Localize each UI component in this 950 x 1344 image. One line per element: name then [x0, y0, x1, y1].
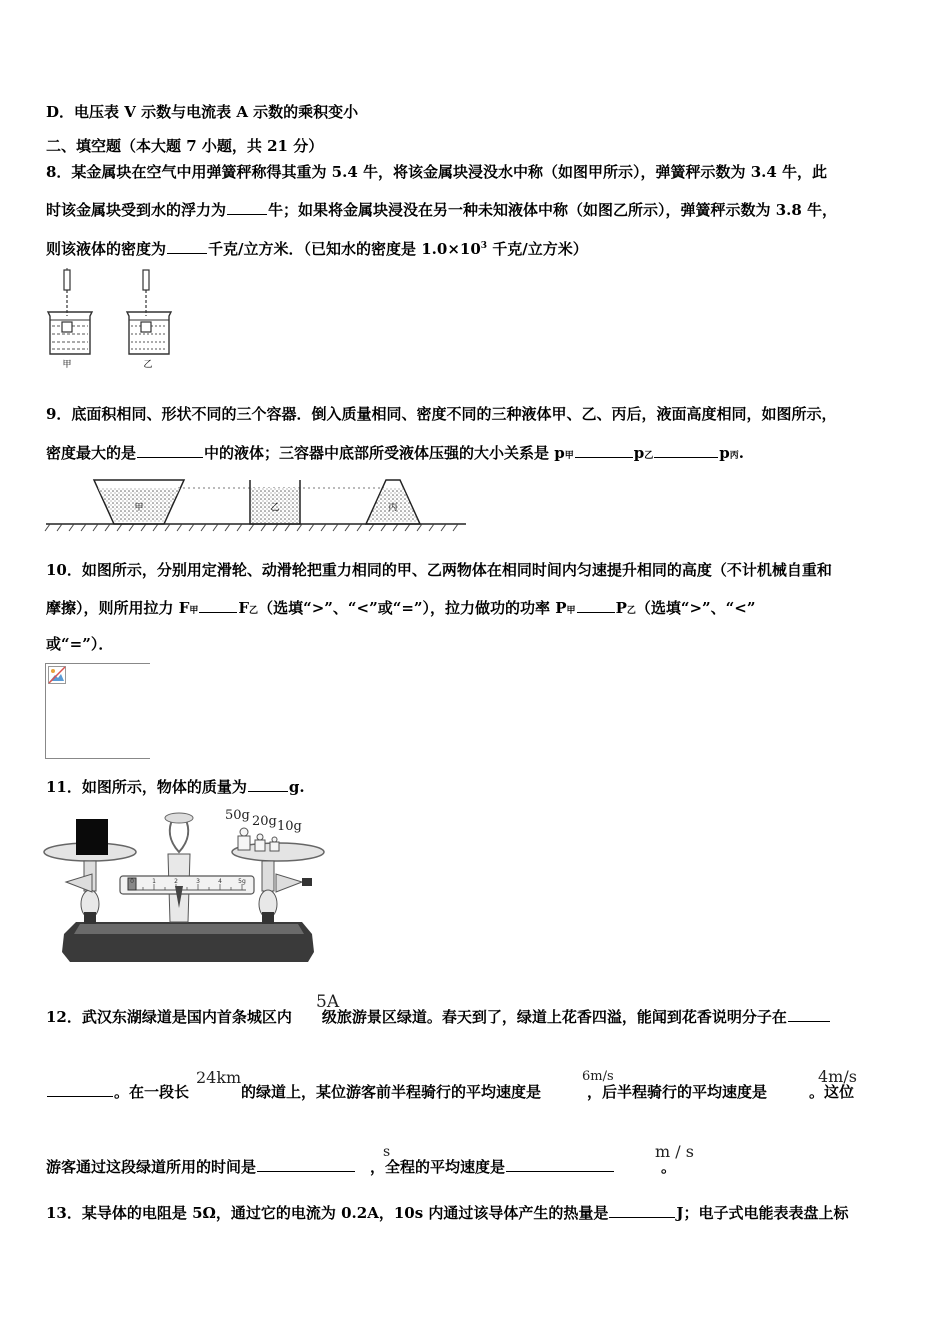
q9-label-yi: 乙: [270, 503, 280, 513]
q9-line2: [46, 442, 744, 466]
q13-blank-heat[interactable]: [609, 1202, 675, 1218]
q11-weight-50g: 50g: [225, 808, 250, 823]
q11-scale-2: 2: [174, 878, 178, 885]
q12-text-e: ，后半程骑行的平均速度是: [587, 1083, 768, 1101]
q11-balance-figure: [40, 804, 330, 974]
q12-text-d: 的绿道上，某位游客前半程骑行的平均速度是: [241, 1083, 542, 1101]
q11-scale-4: 4: [218, 878, 222, 885]
q12-math-6ms: 6m/s: [582, 1069, 614, 1084]
q10-sub-jia: 甲: [189, 606, 199, 616]
q12-blank-avg-speed[interactable]: [506, 1156, 614, 1172]
q12-text-g: 游客通过这段绿道所用的时间是: [46, 1158, 257, 1176]
q9-blank-relation2[interactable]: [654, 442, 718, 458]
option-d: D．电压表 V 示数与电流表 A 示数的乘积变小: [46, 103, 359, 121]
q9-label-bing: 丙: [388, 503, 398, 513]
q8-exponent: 3: [480, 241, 488, 251]
q8-line1: 8．某金属块在空气中用弹簧秤称得其重为 5.4 牛，将该金属块浸没水中称（如图甲所示），弹簧秤示数为 3.4 牛，此: [46, 163, 828, 181]
q12-line2: [46, 1081, 854, 1102]
q8-text-d: 千克/立方米．（已知水的密度是 1.0×10: [208, 240, 481, 258]
q10-text-d: P: [615, 599, 627, 617]
q11-scale-1: 1: [152, 878, 156, 885]
q10-line2: [46, 597, 756, 621]
q9-line1: 9．底面积相同、形状不同的三个容器．倒入质量相同、密度不同的三种液体甲、乙、丙后，液面高度相同，如图所示，: [46, 405, 837, 423]
q9-sub-jia: 甲: [564, 451, 574, 461]
q12-math-5a: 5A: [316, 992, 340, 1012]
q8-line3: [46, 236, 588, 259]
q8-line2: [46, 199, 837, 220]
q12-text-c: 。在一段长: [114, 1083, 190, 1101]
q8-figure: [40, 268, 180, 373]
q11-text-a: 11．如图所示，物体的质量为: [46, 778, 247, 796]
q11-beam-scale: [120, 876, 254, 894]
q12-blank-molecules[interactable]: [788, 1006, 830, 1022]
q8-beaker-jia: [48, 268, 92, 370]
q12-text-h: ，全程的平均速度是: [370, 1158, 506, 1176]
q10-text-a: 摩擦），则所用拉力 F: [46, 599, 190, 617]
q12-text-i: 。: [661, 1158, 677, 1176]
q12-text-f: 。这位: [809, 1083, 855, 1101]
q12-math-24km: 24km: [196, 1068, 242, 1087]
q12-blank-molecules-cont[interactable]: [47, 1081, 113, 1097]
q10-text-e: （选填“>”、“<”: [635, 599, 756, 617]
q13-line1: [46, 1202, 849, 1223]
broken-image-icon: [48, 666, 66, 684]
q10-blank-power[interactable]: [577, 597, 615, 613]
q9-sub-bing: 丙: [729, 451, 739, 461]
q11-line: [46, 776, 305, 797]
q8-blank-density[interactable]: [167, 238, 207, 254]
q12-text-a: 12．武汉东湖绿道是国内首条城区内: [46, 1008, 292, 1026]
q13-text-b: J；电子式电能表表盘上标: [676, 1204, 849, 1222]
q9-p2: p: [633, 444, 645, 462]
q11-scale-0: 0: [130, 878, 134, 885]
q9-blank-relation1[interactable]: [575, 442, 633, 458]
q10-line3: 或“=”）．: [46, 635, 114, 653]
q8-beaker-yi: [127, 270, 171, 370]
q9-p3: p: [719, 444, 730, 462]
q11-blank-mass[interactable]: [248, 776, 288, 792]
q12-line3: [46, 1156, 676, 1177]
q11-text-b: g.: [288, 778, 305, 796]
q8-text-e: 千克/立方米）: [487, 240, 588, 258]
q10-blank-force[interactable]: [199, 597, 237, 613]
q10-line1: 10．如图所示，分别用定滑轮、动滑轮把重力相同的甲、乙两物体在相同时间内匀速提升相同的高度（不计机械自重和: [46, 561, 832, 579]
q8-label-yi: 乙: [143, 360, 153, 370]
section-header: 二、填空题（本大题 7 小题，共 21 分）: [46, 137, 324, 155]
q9-figure: [44, 474, 469, 532]
q12-line1: [46, 1006, 831, 1027]
q12-text-b: 级旅游景区绿道。春天到了，绿道上花香四溢，能闻到花香说明分子在: [321, 1008, 787, 1026]
q11-weight-10g: 10g: [277, 819, 302, 834]
q12-math-4ms: 4m/s: [818, 1067, 857, 1086]
q10-image-placeholder: [45, 663, 150, 759]
q9-blank-densest[interactable]: [137, 442, 203, 458]
q12-blank-time[interactable]: [257, 1156, 355, 1172]
q13-text-a: 13．某导体的电阻是 5Ω，通过它的电流为 0.2A，10s 内通过该导体产生的热量是: [46, 1204, 609, 1222]
q9-label-jia: 甲: [134, 503, 144, 513]
q8-blank-buoyancy[interactable]: [227, 199, 267, 215]
q11-weight-20g: 20g: [252, 814, 277, 829]
q10-text-c: （选填“>”、“<”或“=”），拉力做功的功率 P: [258, 599, 567, 617]
q10-sub-yi: 乙: [249, 606, 259, 616]
q9-text-b: 中的液体；三容器中底部所受液体压强的大小关系是 p: [204, 444, 565, 462]
q10-sub-yi2: 乙: [626, 606, 636, 616]
q10-sub-jia2: 甲: [566, 606, 576, 616]
q8-text-b: 牛；如果将金属块浸没在另一种未知液体中称（如图乙所示），弹簧秤示数为 3.8 牛，: [268, 201, 838, 219]
q8-label-jia: 甲: [62, 360, 72, 370]
q11-object: [76, 819, 108, 855]
q12-math-ms: m / s: [655, 1142, 694, 1161]
q8-text-c: 则该液体的密度为: [46, 240, 167, 258]
q11-scale-3: 3: [196, 878, 200, 885]
q11-scale-5g: 5g: [238, 878, 246, 885]
q9-end: .: [738, 444, 745, 462]
q12-math-s: s: [383, 1144, 391, 1160]
q8-text-a: 时该金属块受到水的浮力为: [46, 201, 227, 219]
q10-text-b: F: [238, 599, 250, 617]
q9-sub-yi: 乙: [644, 451, 654, 461]
q9-text-a: 密度最大的是: [46, 444, 137, 462]
